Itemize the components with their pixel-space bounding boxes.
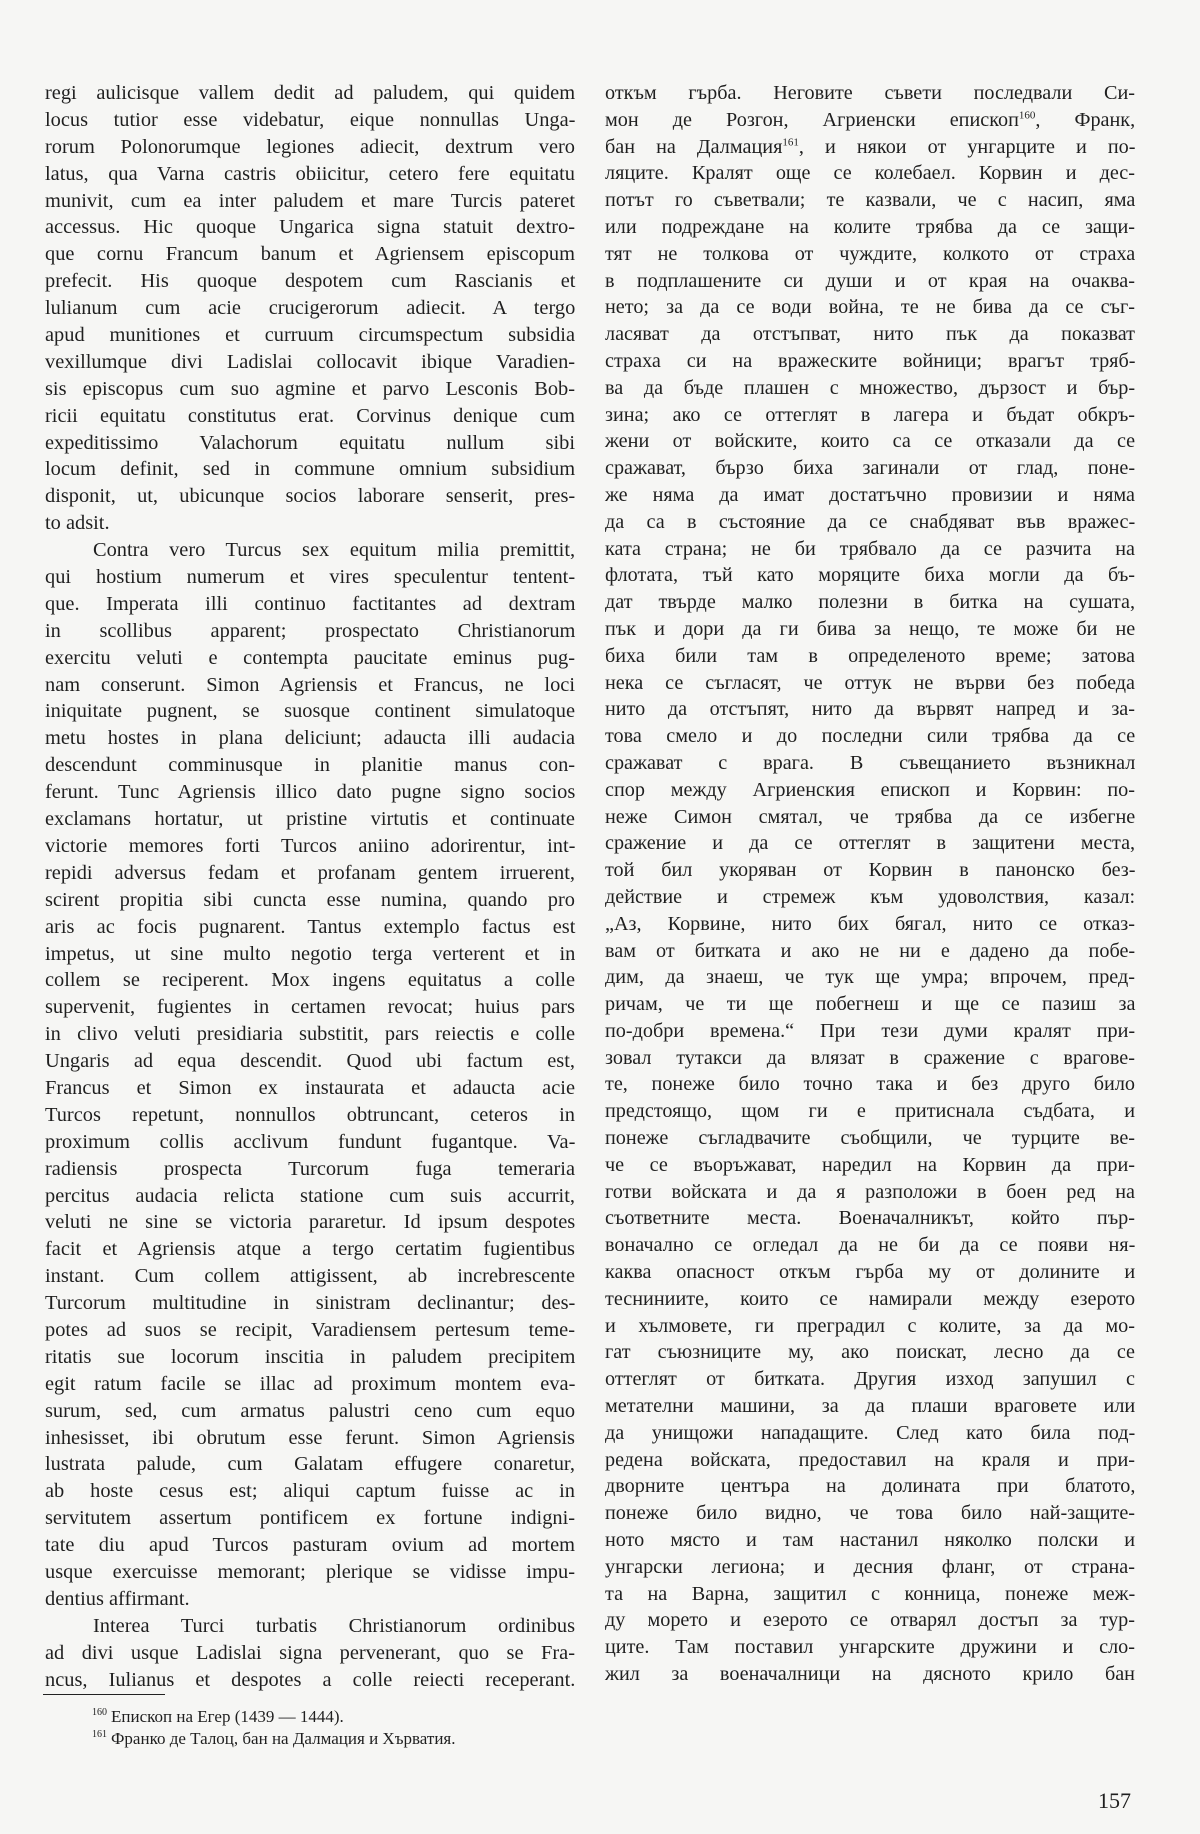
line-text: Interea Turci turbatis Christianorum ordinibus	[93, 1614, 576, 1637]
text-line	[45, 779, 575, 806]
text-line	[605, 1581, 1135, 1608]
text-line	[605, 643, 1135, 670]
text-line	[605, 509, 1135, 536]
text-line	[605, 80, 1135, 107]
text-line	[45, 1263, 575, 1290]
line-text: scirent propitia sibi cuncta esse numina, quando pro	[45, 888, 575, 911]
text-line	[605, 1420, 1135, 1447]
line-text: in clivo veluti presidiaria substitit, pars reiectis e colle	[45, 1023, 576, 1046]
text-line	[605, 536, 1135, 563]
line-text: тесниниите, които се намирали между езерото	[605, 1287, 1136, 1310]
line-text: „Аз, Корвине, нито бих бягал, нито се отказ-	[605, 912, 1135, 935]
line-text: унгарски легиона; и десния фланг, от страна-	[605, 1555, 1135, 1578]
text-line	[45, 1209, 575, 1236]
text-line	[605, 1259, 1135, 1286]
text-line	[45, 1156, 575, 1183]
line-text: surum, sed, cum armatus palustri ceno cum equo	[45, 1399, 576, 1422]
text-line	[45, 914, 575, 941]
text-line	[45, 268, 575, 295]
line-text: редена войската, предоставил на краля и при-	[605, 1448, 1135, 1471]
text-line	[45, 1236, 575, 1263]
text-line	[45, 1371, 575, 1398]
line-text: nam conserunt. Simon Agriensis et Francus, ne loci	[45, 673, 575, 696]
line-text: ричам, че ти ще побегнеш и ще се пазиш за	[605, 993, 1136, 1016]
text-line	[45, 941, 575, 968]
line-text: locum definit, sed in commune omnium subsidium	[45, 458, 576, 481]
line-text: accessus. Hic quoque Ungarica signa statuit dextro-	[45, 216, 575, 239]
text-line	[605, 884, 1135, 911]
text-line	[605, 1366, 1135, 1393]
text-line	[605, 750, 1135, 777]
text-line	[45, 1505, 575, 1532]
line-text: Francus et Simon ex instaurata et adaucta acie	[45, 1076, 575, 1099]
line-text: to adsit.	[45, 512, 110, 535]
footnotes	[92, 1706, 592, 1750]
line-text: que cornu Francum banum et Agriensem episcopum	[45, 243, 575, 266]
line-text: ricii equitatu constitutus erat. Corvinus denique cum	[45, 404, 575, 427]
text-line	[605, 1661, 1135, 1688]
footnote-reference[interactable]: 161	[782, 135, 799, 148]
text-line	[45, 618, 575, 645]
line-text: бан на Далмация	[605, 135, 783, 158]
line-text: que. Imperata illi continuo factitantes ad dextram	[45, 592, 576, 615]
text-line	[45, 1586, 575, 1613]
line-text: prefecit. His quoque despotem cum Rascianis et	[45, 270, 576, 293]
line-text: зина; ако се оттеглят в лагера и бъдат обкръ-	[605, 403, 1135, 426]
text-line	[45, 161, 575, 188]
line-text: Turcos repetunt, nonnullos obtruncant, ceteros in	[45, 1103, 575, 1126]
text-line	[45, 887, 575, 914]
line-text: munivit, cum ea inter paludem et mare Turcis pateret	[45, 189, 576, 212]
line-text: ласяват да отстъпват, нито пък да показват	[605, 323, 1135, 346]
line-text: сражават, бързо биха загинали от глад, поне-	[605, 457, 1136, 480]
text-line	[45, 214, 575, 241]
text-line	[605, 1473, 1135, 1500]
text-line	[45, 349, 575, 376]
line-text: Ungaris ad equa descendit. Quod ubi factum est,	[45, 1050, 575, 1073]
line-text: in scollibus apparent; prospectato Christianorum	[45, 619, 576, 642]
line-text: ду морето и езерото се отварял достъп за тур-	[605, 1609, 1135, 1632]
line-text: qui hostium numerum et vires speculentur tentent-	[45, 566, 576, 589]
text-line	[45, 537, 575, 564]
text-line	[605, 804, 1135, 831]
line-text: нека се съгласят, че оттук не върви без победа	[605, 671, 1135, 694]
line-text: потът го съветвали; те казвали, че с насип, яма	[605, 189, 1136, 212]
line-text: това смело и до последни сили трябва да се	[605, 725, 1136, 748]
text-line	[605, 1500, 1135, 1527]
text-line	[605, 1313, 1135, 1340]
line-text: disponit, ut, ubicunque socios laborare senserit, pres-	[45, 485, 576, 508]
text-line	[605, 428, 1135, 455]
line-text: гат съюзниците му, ако поискат, лесно да се	[605, 1341, 1135, 1364]
text-line	[605, 1098, 1135, 1125]
line-text: lustrata palude, cum Galatam effugere conaretur,	[45, 1453, 575, 1476]
line-text: по-добри времена.“ При тези думи кралят при-	[605, 1019, 1136, 1042]
text-line	[605, 696, 1135, 723]
text-line	[605, 1339, 1135, 1366]
text-line	[45, 403, 575, 430]
line-text: instant. Cum collem attigissent, ab increbrescente	[45, 1265, 575, 1288]
line-text: victorie memores forti Turcos aniino adorirentur, int-	[45, 834, 576, 857]
line-text: жил за военачалници на дясното крило бан	[605, 1663, 1135, 1686]
text-line	[45, 241, 575, 268]
text-line	[605, 1152, 1135, 1179]
line-text: expeditissimo Valachorum equitatu nullum sibi	[45, 431, 575, 454]
line-text: дат твърде малко полезни в битка на сушата,	[605, 591, 1135, 614]
line-text: veluti ne sine se victoria pararetur. Id ipsum despotes	[45, 1211, 576, 1234]
text-line	[605, 723, 1135, 750]
line-text-continued: , и някои от унгарците и по-	[798, 135, 1136, 158]
line-text: ното място и там настанил няколко полски и	[605, 1529, 1136, 1552]
line-text: servitutem assertum pontificem ex fortune indigni-	[45, 1507, 576, 1530]
text-line	[45, 645, 575, 672]
line-text: дим, да знаеш, че тук ще умра; впрочем, пред-	[605, 966, 1135, 989]
line-text: предстоящо, щом ги е притиснала съдбата, и	[605, 1100, 1135, 1123]
footnote-text: Франко де Талоц, бан на Далмация и Хърватия.	[111, 1729, 456, 1748]
line-text: facit et Agriensis atque a tergo certatim fugientibus	[45, 1238, 575, 1261]
text-line	[605, 1634, 1135, 1661]
text-line	[605, 241, 1135, 268]
text-line	[45, 1613, 575, 1640]
text-line	[45, 1290, 575, 1317]
text-line	[605, 1045, 1135, 1072]
line-text: откъм гърба. Неговите съвети последвали Си-	[605, 82, 1135, 104]
text-line	[605, 268, 1135, 295]
line-text: каква опасност откъм гърба му от долините и	[605, 1261, 1136, 1284]
text-line	[605, 294, 1135, 321]
line-text: или подреждане на колите трябва да се защи-	[605, 215, 1135, 238]
line-text: понеже било видно, че това било най-защите-	[605, 1502, 1135, 1525]
text-line	[605, 964, 1135, 991]
line-text: воначално се огледал да не би да се появи ня-	[605, 1234, 1136, 1257]
text-line	[45, 672, 575, 699]
text-line	[45, 134, 575, 161]
line-text: пък и дори да ги бива за нещо, те може би не	[605, 617, 1136, 640]
line-text: exclamans hortatur, ut pristine virtutis et continuate	[45, 808, 575, 831]
text-line	[605, 857, 1135, 884]
line-text: latus, qua Varna castris obiicitur, cetero fere equitatu	[45, 162, 575, 185]
text-line	[45, 1398, 575, 1425]
text-line	[605, 187, 1135, 214]
text-line	[605, 1393, 1135, 1420]
text-line	[605, 1125, 1135, 1152]
text-line	[45, 322, 575, 349]
page-number: 157	[1098, 1788, 1131, 1813]
line-text: ferunt. Tunc Agriensis illico dato pugne signo socios	[45, 781, 576, 804]
text-line	[45, 1532, 575, 1559]
text-line	[605, 1447, 1135, 1474]
text-line	[45, 1478, 575, 1505]
text-line	[45, 456, 575, 483]
line-text: жени от войските, които са се отказали да се	[605, 430, 1136, 453]
text-line	[45, 376, 575, 403]
line-text: та на Варна, защитил с конница, понеже меж-	[605, 1582, 1136, 1605]
line-text: regi aulicisque vallem dedit ad paludem, qui quidem	[45, 82, 576, 104]
text-line	[605, 1527, 1135, 1554]
line-text: collem se reciperent. Mox ingens equitatus a colle	[45, 969, 575, 992]
text-line	[605, 991, 1135, 1018]
text-line	[45, 107, 575, 134]
text-line	[45, 1183, 575, 1210]
line-text: inhesisset, ibi obrutum esse ferunt. Simon Agriensis	[45, 1426, 575, 1449]
text-line	[605, 616, 1135, 643]
line-text: ляците. Кралят още се колебаел. Корвин и дес-	[605, 162, 1135, 185]
line-text: tate diu apud Turcos pasturam ovium ad mortem	[45, 1534, 575, 1557]
line-text: нито да отстъпят, нито да вървят напред и за-	[605, 698, 1135, 721]
text-line	[605, 777, 1135, 804]
text-line	[45, 1344, 575, 1371]
line-text: potes ad suos se recipit, Varadiensem pertesum teme-	[45, 1318, 575, 1341]
text-line	[45, 1021, 575, 1048]
line-text: percitus audacia relicta statione cum suis accurrit,	[45, 1184, 575, 1207]
line-text: в подплашените си души и от края на очаква-	[605, 269, 1135, 292]
line-text: понеже съгладвачите съобщили, че турците ве-	[605, 1127, 1136, 1150]
footnote-text: Епископ на Егер (1439 — 1444).	[111, 1707, 344, 1726]
line-text: descendunt comminusque in planitie manus con-	[45, 754, 576, 777]
text-line	[45, 483, 575, 510]
text-line	[45, 80, 575, 107]
text-line	[605, 455, 1135, 482]
text-line	[45, 430, 575, 457]
line-text: supervenit, fugientes in certamen revocat; huius pars	[45, 996, 575, 1019]
text-line	[45, 967, 575, 994]
line-text: Contra vero Turcus sex equitum milia premittit,	[93, 539, 576, 562]
footnote-number: 160	[92, 1707, 107, 1719]
line-text: ците. Там поставил унгарските дружини и сло-	[605, 1636, 1135, 1659]
line-text: ва да бъде плашен с множество, дързост и бър-	[605, 376, 1136, 399]
text-line	[605, 160, 1135, 187]
line-text: нето; за да се води война, те не бива да се съг-	[605, 296, 1135, 319]
text-line	[45, 1317, 575, 1344]
text-line	[45, 752, 575, 779]
text-line	[605, 402, 1135, 429]
line-text: exercitu veluti e contempta paucitate eminus pug-	[45, 646, 575, 669]
text-line	[605, 348, 1135, 375]
text-line	[45, 833, 575, 860]
text-line	[45, 1075, 575, 1102]
line-text: зовал тутакси да влязат в сражение с врагове-	[605, 1046, 1135, 1069]
line-text: aris ac focis pugnarent. Tantus extemplo factus est	[45, 915, 576, 938]
line-text: спор между Агриенския епископ и Корвин: по-	[605, 778, 1135, 801]
text-line	[45, 1451, 575, 1478]
line-text: и хълмовете, ги преградил с колите, за да мо-	[605, 1314, 1135, 1337]
line-text: iniquitate pugnent, se suosque continent simulatoque	[45, 700, 575, 723]
text-line	[45, 1048, 575, 1075]
line-text: оттеглят от битката. Другия изход запушил с	[605, 1368, 1135, 1391]
text-line	[605, 1286, 1135, 1313]
text-line	[605, 830, 1135, 857]
line-text: Turcorum multitudine in sinistram declinantur; des-	[45, 1292, 576, 1315]
line-text: vexillumque divi Ladislai collocavit ibique Varadien-	[45, 350, 576, 373]
text-line	[45, 295, 575, 322]
line-text: apud munitiones et curruum circumspectum subsidia	[45, 324, 575, 347]
text-line	[605, 1179, 1135, 1206]
line-text: metu hostes in plana deliciunt; adaucta illi audacia	[45, 727, 575, 750]
text-line	[605, 321, 1135, 348]
line-text: съответните места. Военачалникът, който пър-	[605, 1207, 1135, 1230]
line-text: locus tutior esse videbatur, eique nonnullas Unga-	[45, 108, 576, 131]
text-line	[605, 562, 1135, 589]
line-text: флотата, тъй като моряците биха могли да бъ-	[605, 564, 1135, 587]
text-line	[45, 1667, 575, 1694]
text-line	[605, 1607, 1135, 1634]
line-text: действие и стремеж към удоволствия, казал:	[605, 885, 1136, 908]
text-line	[45, 860, 575, 887]
text-line	[45, 564, 575, 591]
text-line	[45, 806, 575, 833]
text-line	[605, 107, 1135, 134]
text-line	[605, 1554, 1135, 1581]
line-text: неже Симон смятал, че трябва да се избегне	[605, 805, 1136, 828]
line-text: метателни машини, за да плаши враговете или	[605, 1395, 1136, 1418]
line-text: сражават с врага. В съвещанието възникнал	[605, 751, 1136, 774]
text-line	[605, 938, 1135, 965]
line-text: egit ratum facile se illac ad proximum montem eva-	[45, 1372, 576, 1395]
line-text: биха били там в определеното време; затова	[605, 644, 1135, 667]
text-line	[45, 1425, 575, 1452]
footnote-divider	[43, 1694, 165, 1695]
text-line	[45, 510, 575, 537]
line-text: готви войската и да я разположи в боен ред на	[605, 1180, 1135, 1203]
line-text: да унищожи нападащите. След като била под-	[605, 1421, 1136, 1444]
text-line	[605, 1232, 1135, 1259]
line-text: ката страна; не би трябвало да се разчита на	[605, 537, 1135, 560]
text-line	[45, 725, 575, 752]
text-line	[605, 1071, 1135, 1098]
text-line	[605, 911, 1135, 938]
text-line	[605, 1018, 1135, 1045]
line-text: те, понеже било точно така и без друго било	[605, 1073, 1135, 1096]
text-line	[605, 375, 1135, 402]
line-text: ad divi usque Ladislai signa pervenerant, quo se Fra-	[45, 1641, 575, 1664]
line-text: дворните центъра на долината при блатото,	[605, 1475, 1136, 1498]
text-line	[45, 188, 575, 215]
footnote-reference[interactable]: 160	[1018, 109, 1036, 122]
line-text: radiensis prospecta Turcorum fuga temeraria	[45, 1157, 575, 1180]
text-line	[45, 1129, 575, 1156]
text-line	[45, 698, 575, 725]
footnote-161	[92, 1728, 592, 1750]
text-line	[45, 1640, 575, 1667]
text-line	[605, 214, 1135, 241]
line-text: proximum collis acclivum fundunt fugantque. Va-	[45, 1130, 576, 1153]
line-text: че се въоръжават, наредил на Корвин да при-	[605, 1153, 1135, 1176]
text-line	[45, 1559, 575, 1586]
latin-column	[45, 80, 575, 1693]
line-text: да са в състояние да се снабдяват във вражес-	[605, 510, 1136, 533]
text-line	[45, 1102, 575, 1129]
line-text: ncus, Iulianus et despotes a colle reiecti receperant.	[45, 1668, 576, 1691]
line-text: мон де Розгон, Агриенски епископ	[605, 108, 1019, 131]
footnote-number: 161	[92, 1729, 107, 1741]
line-text: usque exercuisse memorant; plerique se vidisse impu-	[45, 1560, 575, 1583]
line-text: dentius affirmant.	[45, 1587, 190, 1610]
line-text: сражение и да се оттеглят в защитени места,	[605, 832, 1136, 855]
line-text: lulianum cum acie crucigerorum adiecit. A tergo	[45, 297, 576, 320]
line-text-continued: , Франк,	[1035, 108, 1136, 131]
line-text: rorum Polonorumque legiones adiecit, dextrum vero	[45, 135, 575, 158]
text-line	[605, 1205, 1135, 1232]
text-line	[605, 670, 1135, 697]
text-line	[45, 591, 575, 618]
text-line	[605, 589, 1135, 616]
footnote-160	[92, 1706, 592, 1728]
line-text: страха си на вражеските войници; врагът тряб-	[605, 349, 1136, 372]
line-text: той бил укоряван от Корвин в панонско без-	[605, 859, 1136, 882]
line-text: ritatis sue locorum inscitia in paludem precipitem	[45, 1345, 576, 1368]
line-text: ab hoste cesus est; aliqui captum fuisse ac in	[45, 1480, 575, 1503]
text-line	[45, 994, 575, 1021]
text-line	[605, 134, 1135, 161]
line-text: sis episcopus cum suo agmine et parvo Lesconis Bob-	[45, 377, 575, 400]
text-line	[605, 482, 1135, 509]
line-text: же няма да имат достатъчно провизии и няма	[605, 483, 1135, 506]
bulgarian-column	[605, 80, 1135, 1688]
line-text: вам от битката и ако не ни е дадено да побе-	[605, 939, 1136, 962]
line-text: impetus, ut sine multo negotio terga verterent et in	[45, 942, 576, 965]
line-text: repidi adversus fedam et profanam gentem irruerent,	[45, 861, 575, 884]
line-text: тят не толкова от чуждите, колкото от страха	[605, 242, 1136, 265]
